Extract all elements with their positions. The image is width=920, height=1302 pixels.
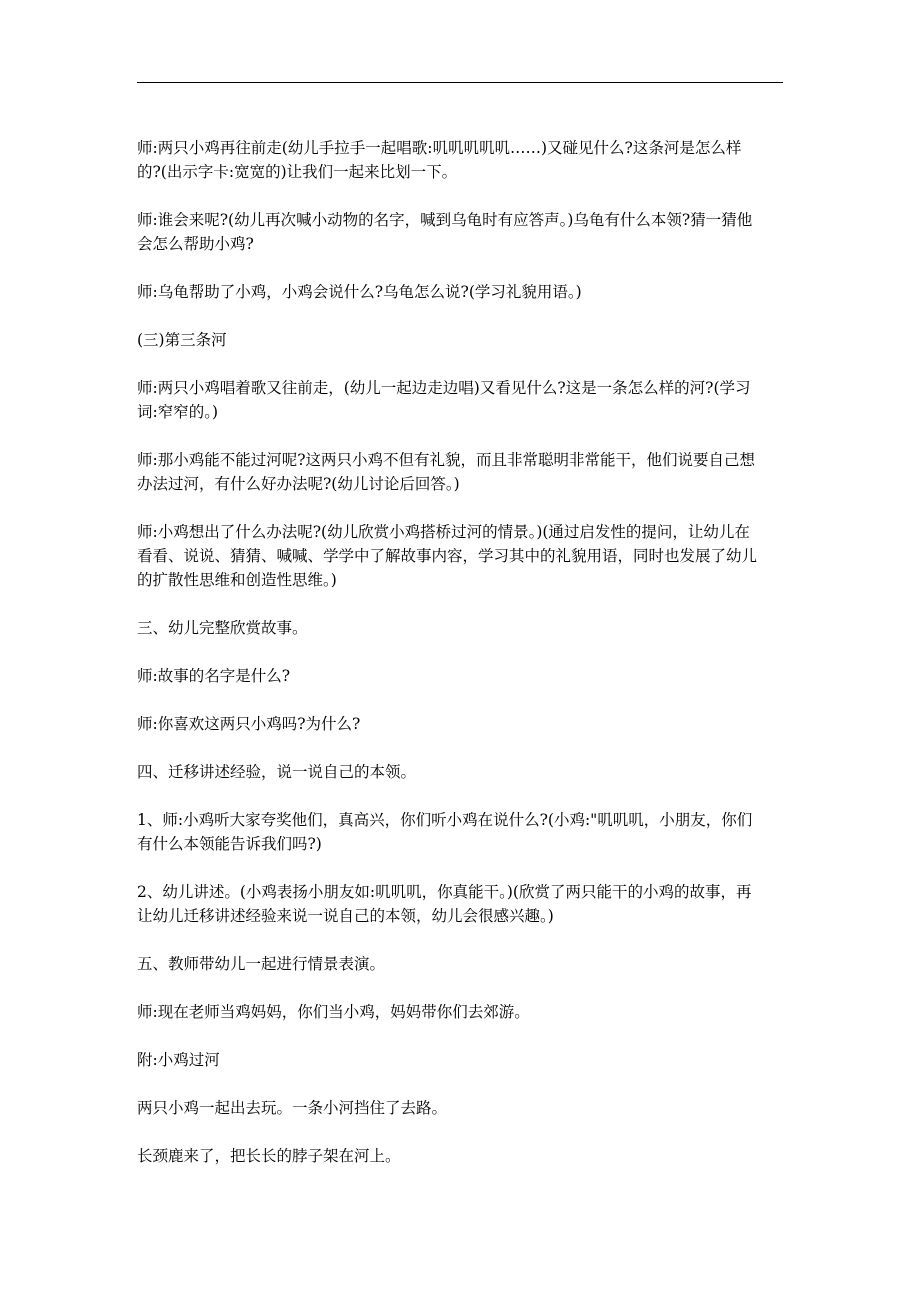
paragraph: 师:两只小鸡唱着歌又往前走，(幼儿一起边走边唱)又看见什么?这是一条怎么样的河?(学习 词:窄窄的。) xyxy=(137,379,751,421)
paragraph: 师:谁会来呢?(幼儿再次喊小动物的名字，喊到乌龟时有应答声。)乌龟有什么本领?猜一猜他 会怎么帮助小鸡? xyxy=(137,211,753,253)
appendix-heading: 附:小鸡过河 xyxy=(137,1051,220,1069)
paragraph: 师:你喜欢这两只小鸡吗?为什么? xyxy=(137,715,361,733)
section-heading: 三、幼儿完整欣赏故事。 xyxy=(137,619,308,637)
paragraph: 1、师:小鸡听大家夸奖他们，真高兴，你们听小鸡在说什么?(小鸡:"叽叽叽，小朋友，你们 有什么本领能告诉我们吗?) xyxy=(137,811,753,853)
paragraph: 师:小鸡想出了什么办法呢?(幼儿欣赏小鸡搭桥过河的情景。)(通过启发性的提问，让幼儿在 看看、说说、猜猜、喊喊、学学中了解故事内容，学习其中的礼貌用语，同时也发展了幼儿 的扩散性思维和创造性思维。) xyxy=(137,523,758,589)
paragraph: 师:那小鸡能不能过河呢?这两只小鸡不但有礼貌，而且非常聪明非常能干，他们说要自己想 办法过河，有什么好办法呢?(幼儿讨论后回答。) xyxy=(137,451,756,493)
section-heading: 四、迁移讲述经验，说一说自己的本领。 xyxy=(137,763,417,781)
paragraph: 师:现在老师当鸡妈妈，你们当小鸡，妈妈带你们去郊游。 xyxy=(137,1003,530,1021)
paragraph: 2、幼儿讲述。(小鸡表扬小朋友如:叽叽叽，你真能干。)(欣赏了两只能干的小鸡的故事，再 让幼儿迁移讲述经验来说一说自己的本领，幼儿会很感兴趣。) xyxy=(137,883,752,925)
header-rule xyxy=(137,82,783,83)
paragraph: 师:两只小鸡再往前走(幼儿手拉手一起唱歌:叽叽叽叽叽……)又碰见什么?这条河是怎么样 的?(出示字卡:宽宽的)让我们一起来比划一下。 xyxy=(137,139,742,181)
paragraph: 师:乌龟帮助了小鸡，小鸡会说什么?乌龟怎么说?(学习礼貌用语。) xyxy=(137,283,582,301)
story-paragraph: 两只小鸡一起出去玩。一条小河挡住了去路。 xyxy=(137,1099,448,1117)
section-heading: 五、教师带幼儿一起进行情景表演。 xyxy=(137,955,386,973)
paragraph: 师:故事的名字是什么? xyxy=(137,667,291,685)
story-paragraph: 长颈鹿来了，把长长的脖子架在河上。 xyxy=(137,1147,401,1165)
section-heading: (三)第三条河 xyxy=(137,331,227,349)
document-body xyxy=(137,136,787,1192)
